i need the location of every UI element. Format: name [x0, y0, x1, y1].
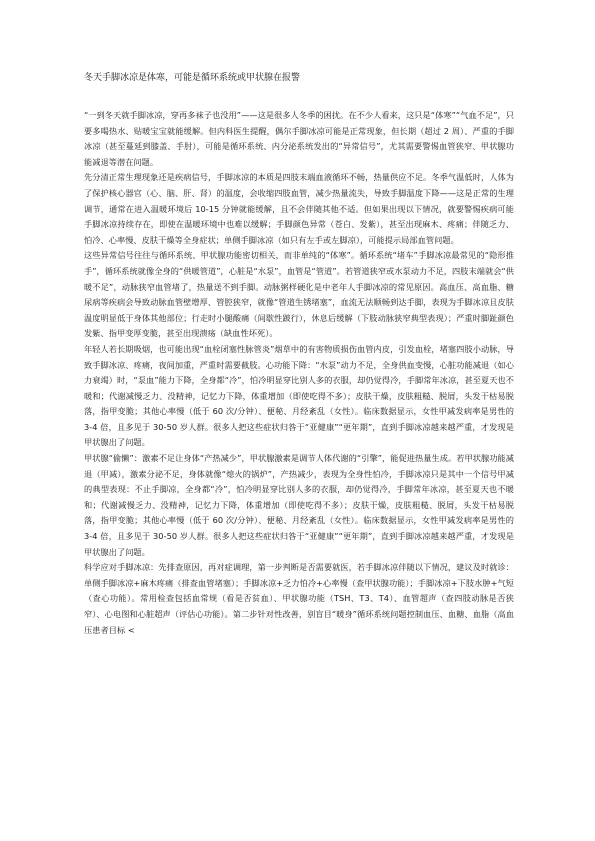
paragraph-coping: 科学应对手脚冰凉：先排查原因，再对症调理，第一步判断是否需要就医，若手脚冰凉伴随以下情况，建议及时就诊：单侧手脚冰凉+麻木疼痛（排查血管堵塞）；手脚冰凉+乏力怕冷+心率慢（查甲状腺功能）；手脚冰凉+下肢水肿+气短（查心功能）。常用检查包括血常规（看是否贫血）、甲状腺功能（TSH、T3、T4）、血管超声（查四肢动脉是否狭窄）、心电图和心脏超声（评估心功能）。第二步针对性改善，别盲目“暖身”循环系统问题控制血压、血糖、血脂（高血压患者目标 <: [84, 562, 514, 635]
document-title: 冬天手脚冰凉是体寒，可能是循环系统或甲状腺在报警: [84, 73, 301, 83]
paragraph-circulation: 这些异常信号往往与循环系统、甲状腺功能密切相关，而非单纯的“体寒”。循环系统“堵车”手脚冰凉最常见的“隐形推手”，循环系统就像全身的“供暖管道”，心脏是“水泵”，血管是“管道”。若管道狭窄或水泵动力不足，四肢末端就会“供暖不足”，动脉狭窄血管堵了，热量送不到手脚。动脉粥样硬化是中老年人手脚冰凉的常见原因。高血压、高血脂、糖尿病等疾病会导致动脉血管壁增厚、管腔狭窄，就像“管道生锈堵塞”，血流无法顺畅到达手脚，表现为手脚冰凉且皮肤温度明显低于身体其他部位；行走时小腿酸痛（间歇性跛行），休息后缓解（下肢动脉狭窄典型表现）；严重时脚趾颜色发紫、指甲变厚变脆，甚至出现溃疡（缺血性坏死）。: [84, 250, 514, 339]
paragraph-smoking-heart: 年轻人若长期吸烟，也可能出现“血栓闭塞性脉管炎”烟草中的有害物质损伤血管内皮，引发血栓，堵塞四肢小动脉，导致手脚冰凉、疼痛，夜间加重，严重时需要截肢。心功能下降：“水泵”动力不足，全身供血变慢，心脏功能减退（如心力衰竭）时，“泵血”能力下降，全身都“冷”，怕冷明显穿比别人多的衣服，却仍觉得冷，手脚常年冰凉，甚至夏天也不暖和；代谢减慢乏力、没精神，记忆力下降，体重增加（即使吃得不多）；皮肤干燥，皮肤粗糙、脱屑，头发干枯易脱落，指甲变脆；其他心率慢（低于 60 次/分钟）、便秘、月经紊乱（女性）。临床数据显示，女性甲减发病率是男性的 3-4 倍，且多见于 30-50 岁人群。很多人把这些症状归咎于“亚健康”“更年期”，直到手脚冰凉越来越严重，才发现是甲状腺出了问题。: [84, 343, 514, 448]
paragraph-normal-vs-disease: 先分清正常生理现象还是疾病信号，手脚冰凉的本质是四肢末端血液循环不畅，热量供应不足。冬季气温低时，人体为了保护核心器官（心、脑、肝、肾）的温度，会收缩四肢血管，减少热量流失，导致手脚温度下降——这是正常的生理调节，通常在进入温暖环境后 10-15 分钟就能缓解，且不会伴随其他不适。但如果出现以下情况，就要警惕疾病可能手脚冰凉持续存在，即使在温暖环境中也难以缓解；手脚颜色异常（苍白、发紫），甚至出现麻木、疼痛；伴随乏力、怕冷、心率慢、皮肤干燥等全身症状；单侧手脚冰凉（如只有左手或左脚凉），可能提示局部血管问题。: [84, 172, 514, 245]
paragraph-thyroid: 甲状腺“偷懒”：激素不足让身体“产热减少”，甲状腺激素是调节人体代谢的“引擎”，能促进热量生成。若甲状腺功能减退（甲减），激素分泌不足，身体就像“熄火的锅炉”，产热减少，表现为全身性怕冷，手脚冰凉只是其中一个信号甲减的典型表现：不止手脚凉，全身都“冷”，怕冷明显穿比别人多的衣服，却仍觉得冷，手脚常年冰凉，甚至夏天也不暖和；代谢减慢乏力、没精神，记忆力下降，体重增加（即使吃得不多）；皮肤干燥，皮肤粗糙、脱屑，头发干枯易脱落，指甲变脆；其他心率慢（低于 60 次/分钟）、便秘、月经紊乱（女性）。临床数据显示，女性甲减发病率是男性的 3-4 倍，且多见于 30-50 岁人群。很多人把这些症状归咎于“亚健康”“更年期”，直到手脚冰凉越来越严重，才发现是甲状腺出了问题。: [84, 453, 514, 557]
paragraph-intro: “一到冬天就手脚冰凉，穿再多袜子也没用”——这是很多人冬季的困扰。在不少人看来，这只是“体寒”“气血不足”，只要多喝热水、贴暖宝宝就能缓解。但内科医生提醒，偶尔手脚冰凉可能是正常现象，但长期（超过 2 周）、严重的手脚冰凉（甚至蔓延到膝盖、手肘），可能是循环系统、内分泌系统发出的“异常信号”，尤其需要警惕血管狭窄、甲状腺功能减退等潜在问题。: [84, 110, 514, 167]
document-body: [84, 108, 514, 638]
